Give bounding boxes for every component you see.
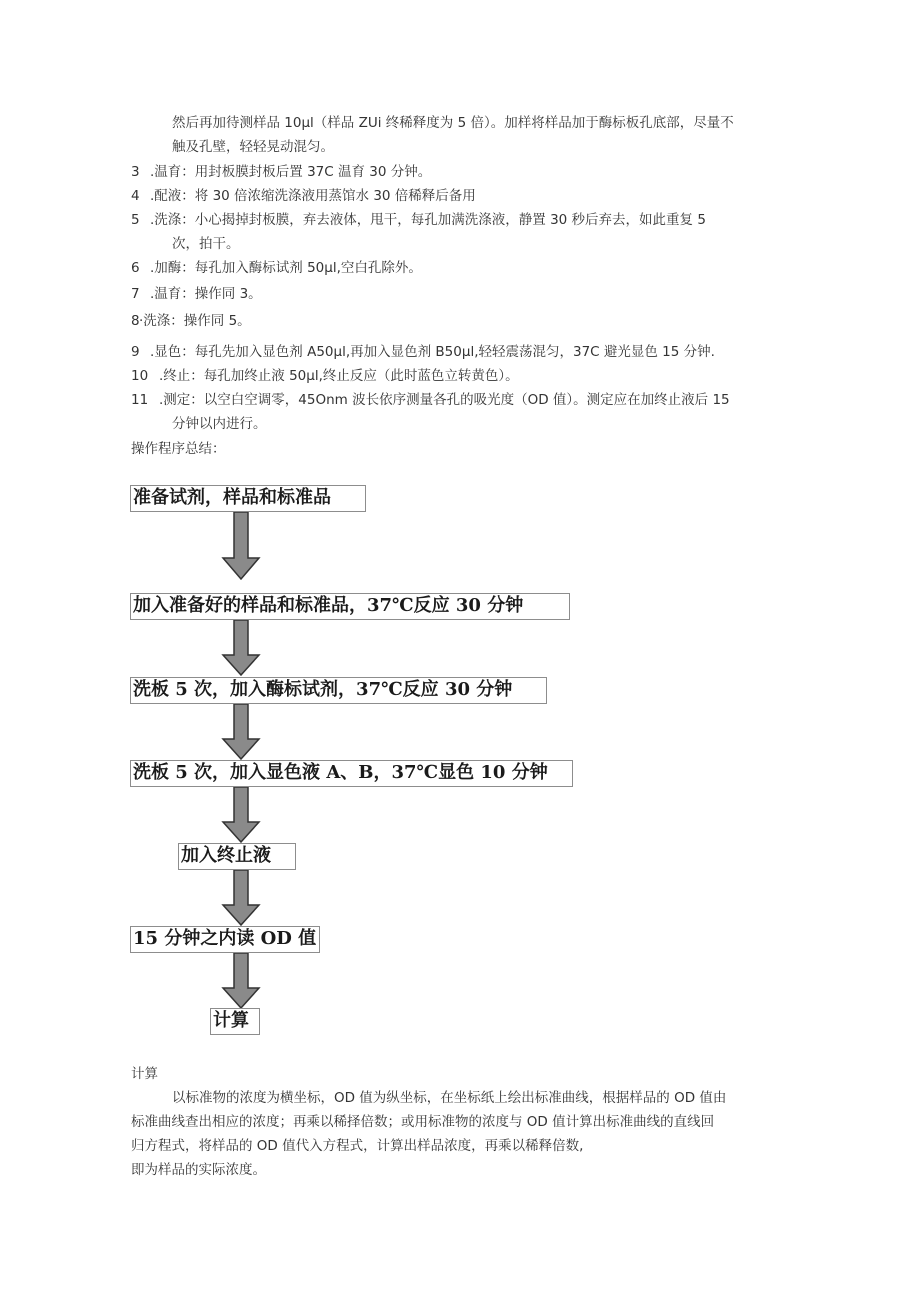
flowchart-step-box: 洗板 5 次，加入显色液 A、B，37℃显色 10 分钟 [130, 760, 573, 787]
step-number: 11 [131, 392, 149, 408]
calculation-line: 标准曲线查出相应的浓度；再乘以稀择倍数；或用标准物的浓度与 OD 值计算出标准曲线的直线回 [131, 1114, 715, 1130]
step-number: 4 [131, 188, 140, 204]
step-text: .温育：操作同 3。 [150, 286, 262, 302]
step-number: 3 [131, 164, 140, 180]
flowchart-step-box: 计算 [210, 1008, 260, 1035]
step-text-continued: 次，拍干。 [172, 236, 240, 252]
down-arrow-icon [221, 512, 261, 580]
step2-line1: 然后再加待测样品 10μl（样品 ZUi 终稀释度为 5 倍）。加样将样品加于酶标板孔底部，尽量不 [172, 115, 734, 131]
down-arrow-icon [221, 620, 261, 676]
step-text: .洗涤：小心揭掉封板膜，弃去液体，甩干，每孔加满洗涤液，静置 30 秒后弃去，如此重复 5 [150, 212, 706, 228]
flowchart-step-box: 准备试剂，样品和标准品 [130, 485, 366, 512]
summary-heading: 操作程序总结： [131, 441, 226, 457]
step-text: .温育：用封板膜封板后置 37C 温育 30 分钟。 [150, 164, 432, 180]
flowchart-step-box: 加入准备好的样品和标准品，37℃反应 30 分钟 [130, 593, 570, 620]
step-text: .配液：将 30 倍浓缩洗涤液用蒸馆水 30 倍稀释后备用 [150, 188, 476, 204]
step-number: 10 [131, 368, 149, 384]
down-arrow-icon [221, 704, 261, 760]
down-arrow-icon [221, 870, 261, 926]
flowchart-step-box: 洗板 5 次，加入酶标试剂，37℃反应 30 分钟 [130, 677, 547, 704]
step-number: 5 [131, 212, 140, 228]
flowchart-step-box: 15 分钟之内读 OD 值 [130, 926, 320, 953]
calculation-line: 归方程式，将样品的 OD 值代入方程式，计算出样品浓度，再乘以稀释倍数, [131, 1138, 584, 1154]
step-text: .加酶：每孔加入酶标试剂 50μl,空白孔除外。 [150, 260, 422, 276]
calculation-line: 以标准物的浓度为横坐标，OD 值为纵坐标，在坐标纸上绘出标准曲线，根据样品的 OD 值由 [172, 1090, 727, 1106]
down-arrow-icon [221, 787, 261, 843]
calculation-heading: 计算 [131, 1066, 158, 1082]
calculation-line: 即为样品的实际浓度。 [131, 1162, 266, 1178]
step2-line2: 触及孔壁，轻轻晃动混匀。 [172, 139, 334, 155]
step-number: 6 [131, 260, 140, 276]
down-arrow-icon [221, 953, 261, 1009]
step-number: 7 [131, 286, 140, 302]
step-number: 8 [131, 313, 140, 329]
step-number: 9 [131, 344, 140, 360]
step-text-continued: 分钟以内进行。 [172, 416, 267, 432]
step-text: .测定：以空白空调零，45Onm 波长依序测量各孔的吸光度（OD 值）。测定应在加终止液后 15 [159, 392, 730, 408]
flowchart-step-box: 加入终止液 [178, 843, 296, 870]
step-text: .显色：每孔先加入显色剂 A50μl,再加入显色剂 B50μl,轻轻震荡混匀，37C 避光显色 15 分钟. [150, 344, 715, 360]
step-text: ·洗涤：操作同 5。 [139, 313, 251, 329]
step-text: .终止：每孔加终止液 50μl,终止反应（此时蓝色立转黄色）。 [159, 368, 519, 384]
